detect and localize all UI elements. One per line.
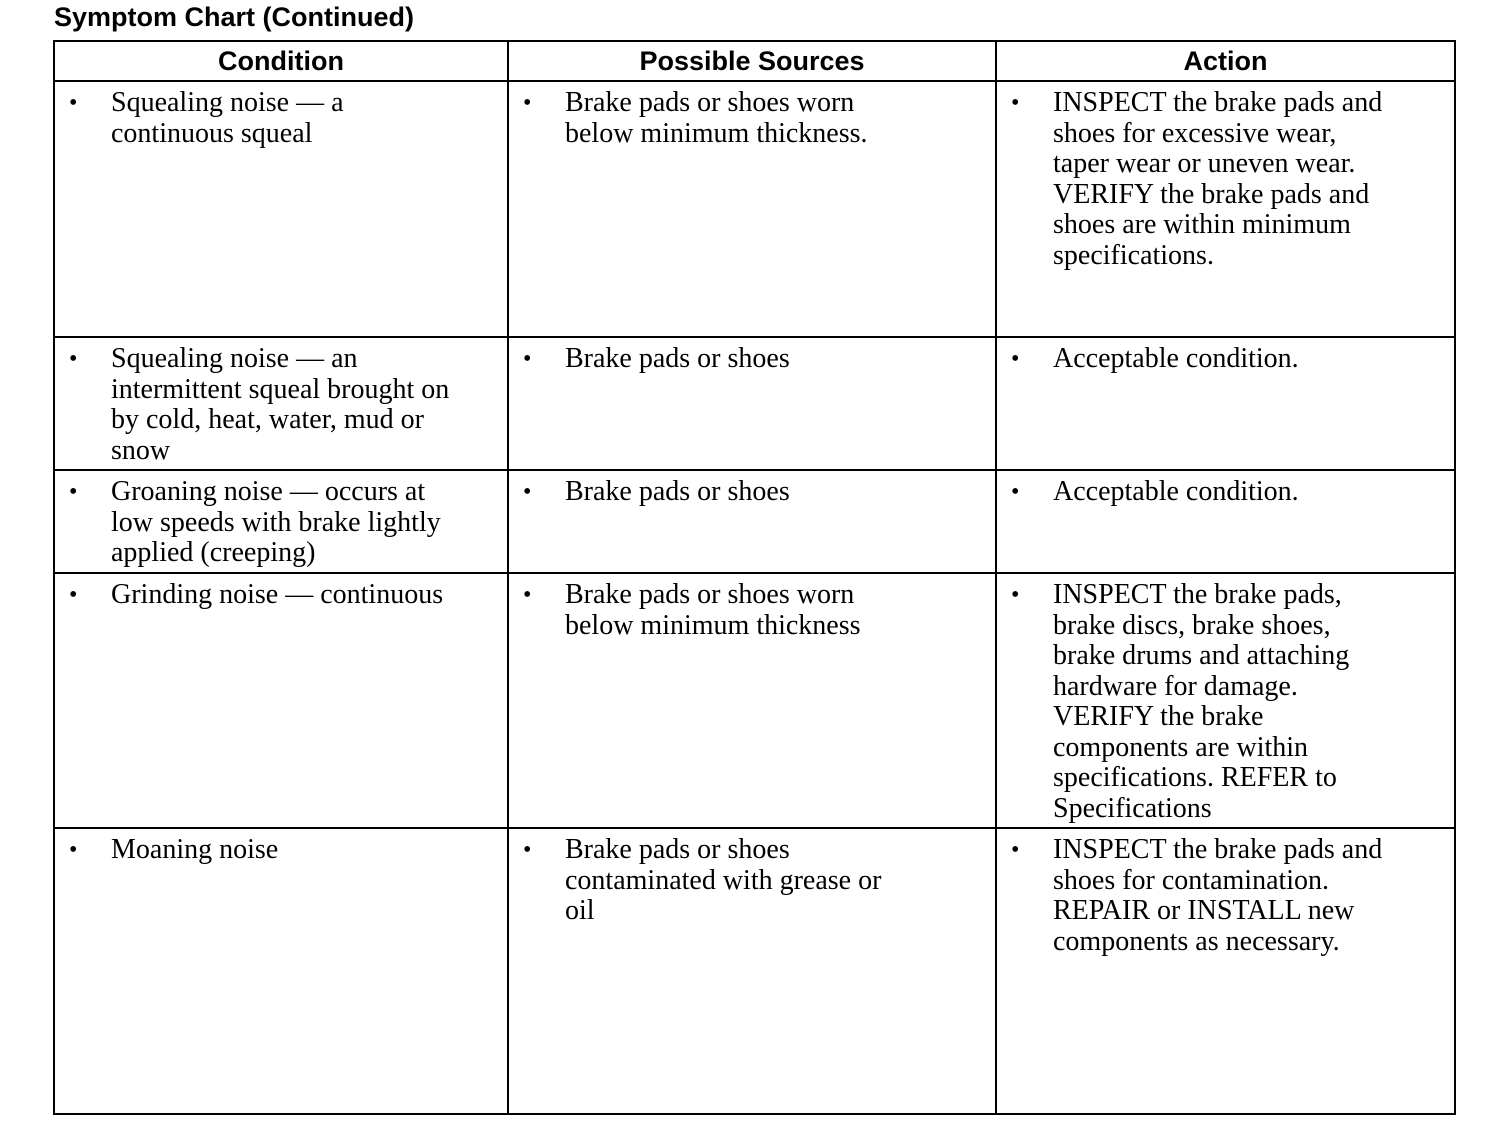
action-text: INSPECT the brake pads, brake discs, brake shoes, brake drums and attaching hardware for damage. VERIFY the brake components are within specifications. REFER to Specifications: [1053, 579, 1350, 824]
header-condition: Condition: [54, 41, 508, 81]
sources-text: Brake pads or shoes contaminated with grease or oil: [565, 834, 882, 926]
condition-cell: [54, 573, 508, 828]
action-text: INSPECT the brake pads and shoes for excessive wear, taper wear or uneven wear. VERIFY the brake pads and shoes are within minimum specifications.: [1053, 87, 1383, 271]
bullet-icon: •: [69, 479, 78, 505]
sources-cell: [508, 81, 996, 337]
condition-cell: [54, 828, 508, 1114]
bullet-icon: •: [1011, 582, 1020, 608]
bullet-icon: •: [523, 346, 532, 372]
action-text: Acceptable condition.: [1053, 476, 1299, 507]
action-text: Acceptable condition.: [1053, 343, 1299, 374]
condition-cell: [54, 81, 508, 337]
action-cell: [996, 573, 1455, 828]
bullet-icon: •: [69, 346, 78, 372]
condition-text: Squealing noise — a continuous squeal: [111, 87, 344, 149]
header-action: Action: [996, 41, 1455, 81]
sources-text: Brake pads or shoes worn below minimum thickness: [565, 579, 861, 641]
sources-text: Brake pads or shoes worn below minimum thickness.: [565, 87, 868, 149]
header-possible-sources: Possible Sources: [508, 41, 996, 81]
action-cell: [996, 81, 1455, 337]
table-row: [54, 337, 1455, 470]
action-cell: [996, 828, 1455, 1114]
table-row: [54, 828, 1455, 1114]
bullet-icon: •: [523, 582, 532, 608]
sources-text: Brake pads or shoes: [565, 476, 790, 507]
bullet-icon: •: [523, 90, 532, 116]
condition-text: Moaning noise: [111, 834, 279, 865]
condition-text: Squealing noise — an intermittent squeal brought on by cold, heat, water, mud or snow: [111, 343, 450, 466]
table-header-row: [54, 41, 1455, 81]
bullet-icon: •: [1011, 479, 1020, 505]
sources-cell: [508, 470, 996, 573]
action-cell: [996, 337, 1455, 470]
condition-cell: [54, 337, 508, 470]
bullet-icon: •: [1011, 837, 1020, 863]
condition-cell: [54, 470, 508, 573]
sources-cell: [508, 828, 996, 1114]
table-row: [54, 573, 1455, 828]
condition-text: Groaning noise — occurs at low speeds with brake lightly applied (creeping): [111, 476, 441, 568]
sources-cell: [508, 337, 996, 470]
bullet-icon: •: [1011, 90, 1020, 116]
condition-text: Grinding noise — continuous: [111, 579, 444, 610]
sources-cell: [508, 573, 996, 828]
bullet-icon: •: [1011, 346, 1020, 372]
table-row: [54, 81, 1455, 337]
bullet-icon: •: [69, 582, 78, 608]
page-title: Symptom Chart (Continued): [54, 2, 414, 32]
bullet-icon: •: [523, 837, 532, 863]
action-text: INSPECT the brake pads and shoes for contamination. REPAIR or INSTALL new components as necessary.: [1053, 834, 1383, 957]
symptom-chart-table: [53, 40, 1456, 1115]
bullet-icon: •: [69, 837, 78, 863]
bullet-icon: •: [69, 90, 78, 116]
bullet-icon: •: [523, 479, 532, 505]
sources-text: Brake pads or shoes: [565, 343, 790, 374]
action-cell: [996, 470, 1455, 573]
table-row: [54, 470, 1455, 573]
